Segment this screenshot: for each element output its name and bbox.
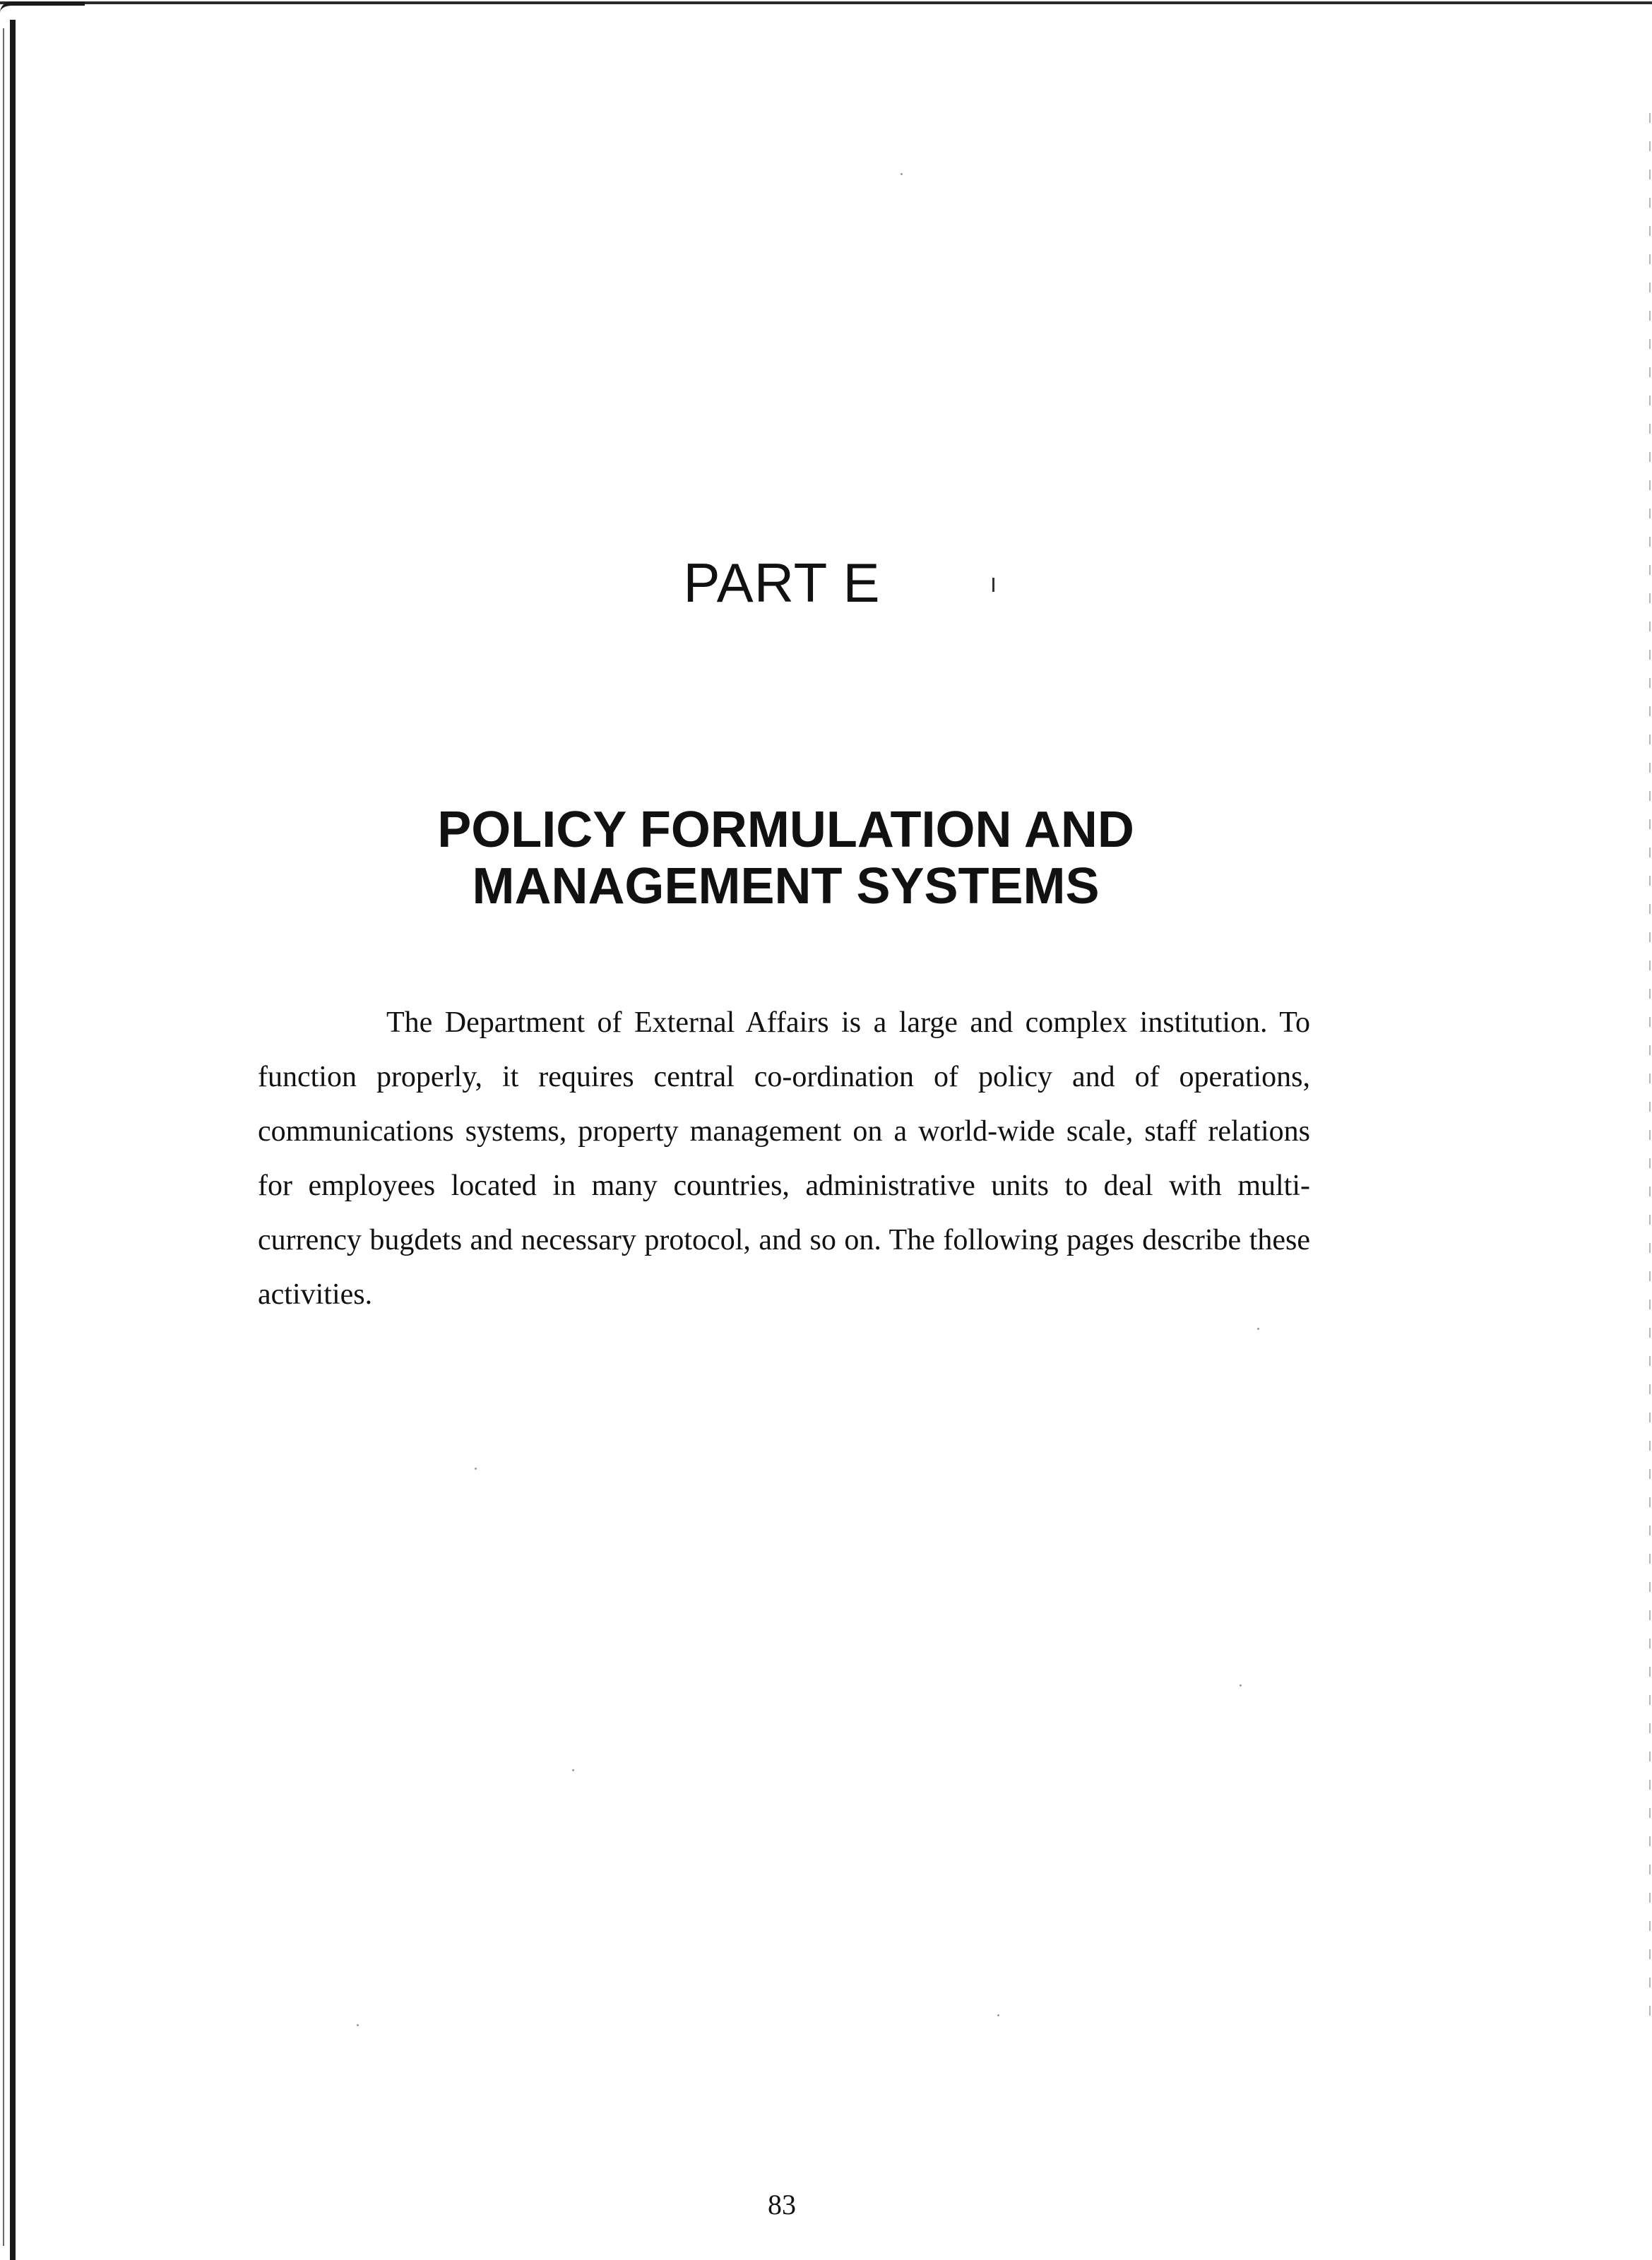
scan-top-edge bbox=[0, 1, 1652, 4]
scan-binding-edge bbox=[10, 20, 16, 2260]
scan-speck bbox=[1240, 1684, 1242, 1687]
scan-speck bbox=[572, 1769, 574, 1771]
scan-binding-shadow bbox=[3, 28, 4, 2246]
scan-speck bbox=[357, 2024, 359, 2026]
scan-speck bbox=[997, 2014, 999, 2016]
page-number: 83 bbox=[768, 2189, 796, 2220]
body-paragraph: The Department of External Affairs is a large and complex institution. To function properly, it requires central co-ordination of policy and of operations, communications systems, property management on a world-wide scale, staff relations for employees located in many countries, administrative units to deal with multi-currency bugdets and necessary protocol, and so on. The following pages describe these activities. bbox=[258, 1006, 1310, 1311]
scan-corner-curl bbox=[0, 1, 85, 13]
section-title bbox=[0, 802, 1571, 915]
section-title-line-1: POLICY FORMULATION AND bbox=[437, 802, 1134, 858]
scan-speck bbox=[475, 1468, 477, 1470]
stray-mark bbox=[992, 578, 994, 592]
scan-right-edge bbox=[1649, 113, 1651, 2020]
part-title: PART E bbox=[683, 552, 881, 614]
scan-speck bbox=[901, 173, 903, 175]
scan-speck bbox=[1257, 1328, 1259, 1330]
section-title-line-2: MANAGEMENT SYSTEMS bbox=[472, 858, 1100, 915]
